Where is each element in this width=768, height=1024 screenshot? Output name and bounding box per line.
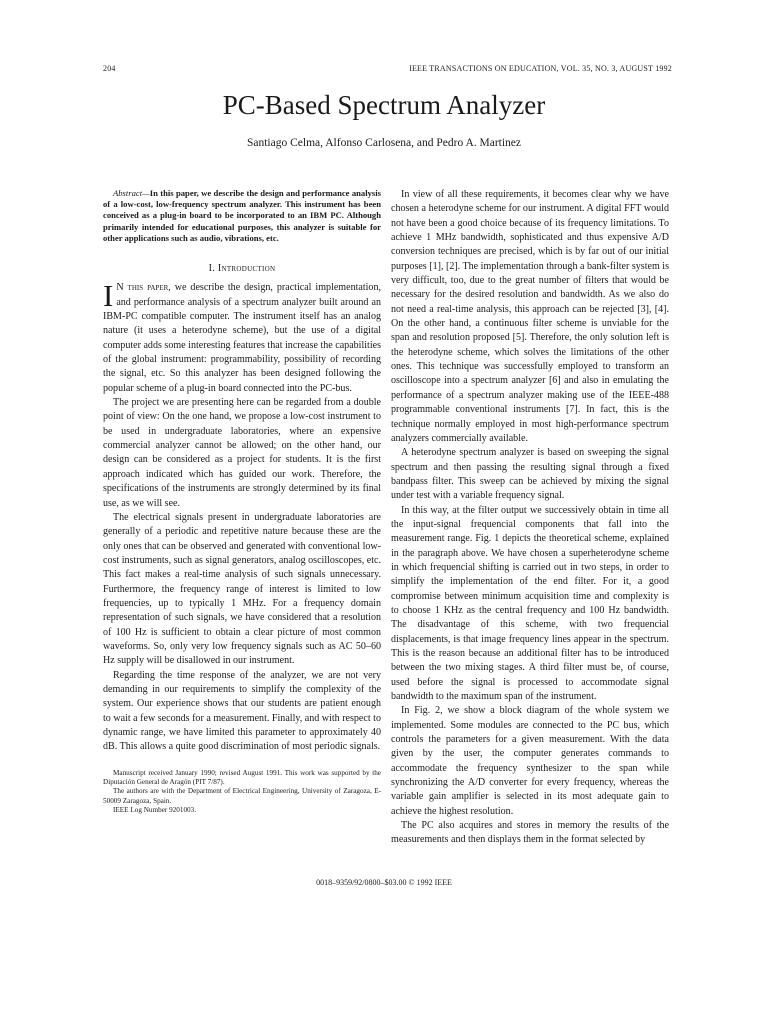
section-heading-introduction: I. Introduction [208,263,276,275]
intro-paragraph-1 [103,278,381,396]
body-paragraph-1: In view of all these requirements, it becomes clear why we have chosen a heterodyne scheme for our instrument. A digital FFT would not have been a good choice because of its frequency limitations. To achieve 1 MHz bandwidth, sophisticated and thus expensive A/D conversion techniques are precised, which is by far out of our initial purposes [1], [2]. The implementation through a bank-filter system is very difficult, too, due to the great number of filters that would be necessary for the desired resolution and bandwidth. As we also do not need a real-time analysis, this approach can be rejected [3], [4]. On the other hand, a continuous filter scheme is unviable for the span and resolution proposed [5]. Therefore, the only solution left is the heterodyne scheme, which solves the limitations of the other ones. This technique was successfully employed to transform an oscilloscope into a spectrum analyzer [6] and also in emulating the performance of a spectrum analyzer making use of the IEEE-488 programmable conventional instruments [7]. In fact, this is the technique normally employed in most high-performance spectrum analyzers commercially available. [391,189,669,444]
author-list: Santiago Celma, Alfonso Carlosena, and Pedro A. Martinez [246,137,522,149]
abstract [103,188,381,244]
footnote-log-number: IEEE Log Number 9201003. [113,805,197,814]
page-number: 204 [103,64,116,73]
footnote-manuscript: Manuscript received January 1990; revised August 1991. This work was supported by the Diputación General de Aragón (PIT 7/87). [103,768,381,786]
body-paragraph-5: The PC also acquires and stores in memory the results of the measurements and then displays them in the format selected by [391,820,669,846]
drop-cap: I [103,278,114,314]
right-column [391,188,669,848]
footnote [103,769,381,815]
body-paragraph-3: In this way, at the filter output we successively obtain in time all the input-signal frequencial components that fall into the measurement range. Fig. 1 depicts the theoretical scheme, explained in the paragraph above. We have chosen a superheterodyne scheme in which frequencial shifting is carried out in two steps, in order to simplify the implementation of the end filter. For it, a good compromise between minimum acquisition time and complexity is to choose 1 KHz as the central frequency and 100 Hz bandwidth. The disadvantage of this scheme, with two frequencial displacements, is that image frequency lines appear in the spectrum. This is the reason because an additional filter has to be introduced between the two mixing stages. A third filter must be, of course, used before the signal is processed to accommodate signal bandwidth to the maximum span of the instrument. [391,504,669,703]
copyright-line: 0018–9359/92/0800–$03.00 © 1992 IEEE [316,878,452,887]
intro-paragraph-2: The project we are presenting here can be regarded from a double point of view: On the one hand, we propose a low-cost instrument to be used in undergraduate laboratories, where an expensive commercial analyzer cannot be allowed; on the other hand, our design can be considered as a project for students. It is the first approach indicated which has guided our work. Therefore, the specifications of the instruments are strongly determined by its final use, as we will see. [103,397,381,509]
left-column [103,188,381,815]
body-paragraph-4: In Fig. 2, we show a block diagram of the whole system we implemented. Some modules are connected to the PC bus, which controls the parameters for a given measurement. With the data given by the user, the computer generates commands to accommodate the frequency synthesizer to the span while synchronizing the A/D converter for every frequency, whereas the variable gain amplifier is selected in its most adequate gain to achieve the highest resolution. [391,705,669,817]
intro-paragraph-4: Regarding the time response of the analyzer, we are not very demanding in our requirements to simplify the complexity of the system. Our experience shows that our students are patient enough to wait a few seconds for a measurement. Finally, and with respect to dynamic range, we have limited this parameter to approximately 40 dB. This allows a quite good discrimination of most periodic signals. [103,669,381,753]
journal-citation: IEEE TRANSACTIONS ON EDUCATION, VOL. 35, NO. 3, AUGUST 1992 [409,64,672,73]
footnote-affiliation: The authors are with the Department of Electrical Engineering, University of Zaragoza, E-50009 Zaragoza, Spain. [103,787,381,805]
body-paragraph-2: A heterodyne spectrum analyzer is based on sweeping the signal spectrum and then passing the resulting signal through a fixed bandpass filter. This sweep can be achieved by mixing the signal under test with a variable frequency signal. [391,447,669,502]
intro-paragraph-1-text: we describe the design, practical implementation, and performance analysis of a spectrum analyzer built around an IBM-PC compatible computer. The instrument itself has an analog nature (it uses a heterodyne scheme), but the use of a digital computer adds some interesting features that increase the capabilities of the global instrument: programmability, possibility of recording the signal, etc. So this analyzer has been designed following the popular scheme of a plug-in board connected into the PC-bus. [103,282,381,394]
paper-title: PC-Based Spectrum Analyzer [222,90,546,120]
intro-paragraph-3: The electrical signals present in undergraduate laboratories are generally of a periodic and repetitive nature because these are the only ones that can be observed and generated with conventional low-cost instruments, such as signal generators, analog oscilloscopes, etc. This fact makes a real-time analysis of such signals unnecessary. Furthermore, the frequency range of interest is limited to low frequencies, up to typically 1 MHz. For a frequency domain representation of such signals, we have considered that a resolution of 100 Hz is sufficient to obtain a clear picture of most common waveforms. So, only very low frequency signals such as AC 50–60 Hz supply will be disallowed in our instrument. [103,511,381,667]
abstract-text: In this paper, we describe the design and performance analysis of a low-cost, low-frequency spectrum analyzer. This instrument has been conceived as a plug-in board to be incorporated to an IBM PC. Although primarily intended for educational purposes, this analyzer is suitable for other applications such as audio, vibrations, etc. [103,188,381,243]
intro-lead-words: N this paper, [116,282,171,294]
abstract-label: Abstract— [113,188,150,198]
